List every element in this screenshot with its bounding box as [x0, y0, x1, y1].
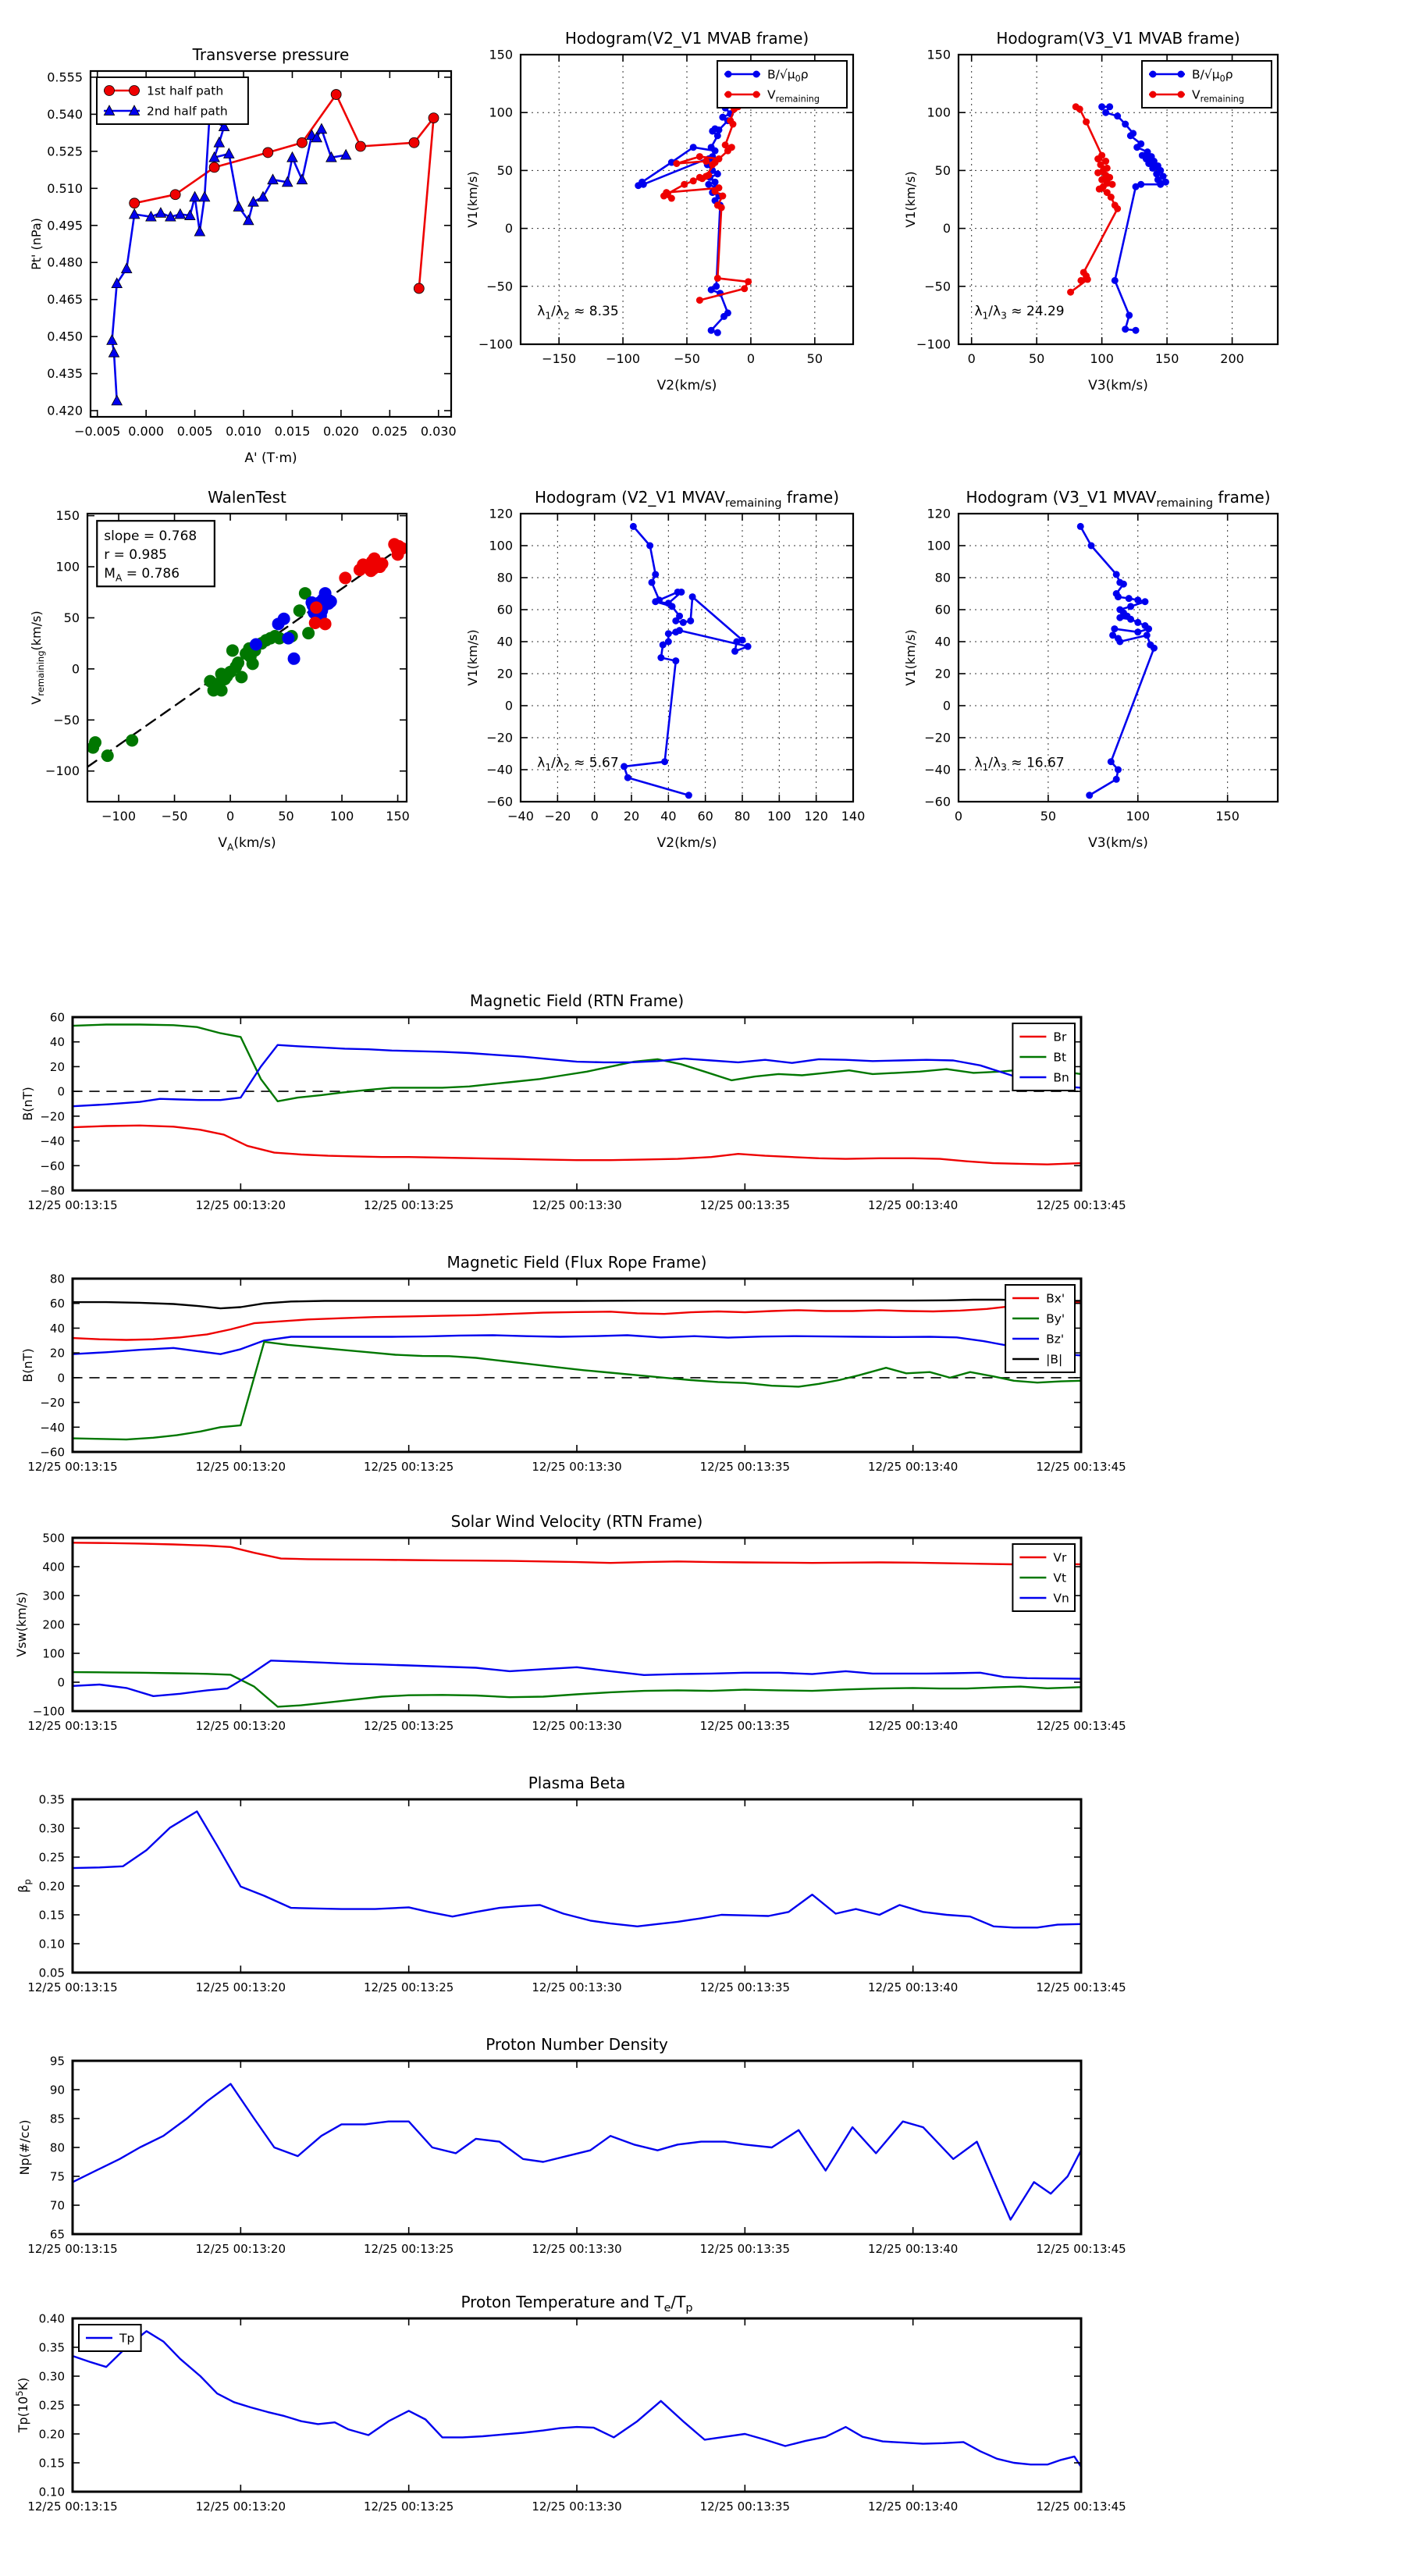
walen-annotation [97, 521, 215, 586]
panel-frf [20, 1253, 1126, 1474]
hod3-ytick: −50 [924, 279, 951, 294]
tp1-legend-label: 2nd half path [147, 104, 228, 119]
rtn-legend-label: Br [1053, 1030, 1067, 1044]
hod6-ytick: 80 [934, 570, 951, 585]
hod2-ylabel: V1(km/s) [465, 171, 480, 228]
tpt-xtick: 12/25 00:13:15 [27, 2500, 118, 2514]
beta-ytick: 0.25 [38, 1850, 65, 1865]
tp1-title: Transverse pressure [192, 45, 350, 64]
walen-xlabel: $V_A(km/s)$ [218, 835, 276, 853]
beta-xtick: 12/25 00:13:30 [532, 1980, 622, 1994]
hod5-xtick: 100 [767, 809, 791, 824]
beta-ytick: 0.15 [38, 1908, 65, 1923]
frf-ytick: −40 [40, 1420, 65, 1435]
frf-ytick: −20 [40, 1396, 65, 1411]
hod5-ytick: 100 [489, 538, 513, 553]
beta-xtick: 12/25 00:13:40 [867, 1980, 959, 1994]
vsw-xtick: 12/25 00:13:35 [699, 1719, 791, 1733]
frf-title: Magnetic Field (Flux Rope Frame) [446, 1253, 707, 1272]
hod2-annotation-line: $\lambda_1/\lambda_2 \approx 8.35$ [537, 303, 619, 322]
rtn-xtick: 12/25 00:13:45 [1036, 1198, 1126, 1212]
vsw-legend-label: Vt [1053, 1571, 1067, 1585]
beta-ylabel: $\beta_p$ [16, 1879, 34, 1893]
beta-ytick: 0.30 [38, 1821, 65, 1836]
hod3-annotation-line: $\lambda_1/\lambda_3 \approx 24.29$ [974, 303, 1065, 322]
hod5-ytick: 0 [504, 698, 513, 713]
hod6-xtick: 150 [1215, 809, 1240, 824]
panel-hod5 [465, 488, 865, 851]
rtn-xtick: 12/25 00:13:25 [363, 1198, 454, 1212]
tp1-xtick: −0.005 [74, 424, 121, 439]
frf-legend-label: Bz' [1046, 1332, 1065, 1347]
rtn-ylabel: B(nT) [20, 1087, 35, 1121]
np-ytick: 75 [49, 2169, 65, 2184]
vsw-ytick: −100 [32, 1704, 65, 1719]
panel-tpt [14, 2293, 1126, 2514]
vsw-ytick: 400 [42, 1560, 65, 1574]
vsw-ylabel: Vsw(km/s) [14, 1592, 29, 1657]
hod3-ylabel: V1(km/s) [903, 171, 918, 228]
hod2-xtick: −150 [542, 351, 577, 366]
hod3-ytick: 100 [927, 105, 951, 120]
rtn-xtick: 12/25 00:13:20 [195, 1198, 286, 1212]
tpt-ytick: 0.25 [38, 2398, 65, 2413]
hod6-ytick: −20 [924, 730, 951, 745]
frf-legend-label: By' [1046, 1311, 1065, 1326]
hod3-title: Hodogram(V3_V1 MVAB frame) [996, 29, 1240, 48]
np-xtick: 12/25 00:13:15 [27, 2242, 118, 2256]
vsw-xtick: 12/25 00:13:20 [195, 1719, 286, 1733]
frf-ytick: −60 [40, 1445, 65, 1460]
hod6-ytick: −60 [924, 794, 951, 809]
walen-xtick: 100 [329, 809, 354, 824]
hod2-ytick: 0 [504, 221, 513, 237]
hod6-ytick: −40 [924, 762, 951, 777]
vsw-ytick: 200 [42, 1617, 65, 1632]
hod2-xtick: 0 [746, 351, 756, 366]
hod6-xtick: 50 [1040, 809, 1057, 824]
frf-legend-label: Bx' [1046, 1291, 1065, 1306]
rtn-legend-label: Bn [1053, 1070, 1069, 1085]
tpt-xtick: 12/25 00:13:40 [867, 2500, 959, 2514]
walen-xtick: 50 [278, 809, 294, 824]
walen-ytick: −100 [45, 763, 80, 779]
tp1-ytick: 0.495 [47, 218, 83, 233]
hod5-xtick: 80 [734, 809, 751, 824]
tp1-xlabel: A' (T·m) [244, 450, 297, 466]
np-ytick: 95 [49, 2054, 65, 2069]
panel-hod6 [903, 488, 1278, 851]
hod6-ytick: 60 [934, 602, 951, 617]
frf-ytick: 40 [49, 1321, 65, 1336]
hod3-xtick: 0 [967, 351, 976, 366]
hod2-ytick: 100 [489, 105, 513, 120]
vsw-ytick: 0 [57, 1675, 65, 1690]
tpt-ytick: 0.35 [38, 2340, 65, 2355]
vsw-title: Solar Wind Velocity (RTN Frame) [450, 1512, 703, 1531]
frf-ytick: 20 [49, 1346, 65, 1361]
rtn-ytick: −40 [40, 1134, 65, 1149]
frf-legend-label: |B| [1046, 1352, 1063, 1367]
hod2-xtick: −100 [606, 351, 641, 366]
hod5-ytick: −60 [486, 794, 513, 809]
tp1-ylabel: Pt' (nPa) [29, 218, 44, 270]
vsw-xtick: 12/25 00:13:15 [27, 1719, 118, 1733]
tp1-xtick: 0.000 [128, 424, 165, 439]
rtn-xtick: 12/25 00:13:40 [867, 1198, 959, 1212]
hod5-xtick: 120 [804, 809, 828, 824]
hod5-ytick: 20 [496, 666, 513, 681]
rtn-xtick: 12/25 00:13:15 [27, 1198, 118, 1212]
panel-np [17, 2035, 1126, 2256]
frf-xtick: 12/25 00:13:45 [1036, 1460, 1126, 1474]
rtn-ytick: −80 [40, 1183, 65, 1198]
hod6-annotation-line: $\lambda_1/\lambda_3 \approx 16.67$ [974, 755, 1065, 774]
panel-walen [29, 488, 410, 852]
rtn-legend-label: Bt [1053, 1050, 1067, 1065]
walen-annotation-line: r = 0.985 [104, 547, 167, 564]
panel-vsw [14, 1512, 1126, 1733]
hod5-ytick: 40 [496, 634, 513, 649]
tp1-ytick: 0.420 [47, 403, 83, 418]
tpt-legend-label: Tp [119, 2331, 135, 2346]
walen-ytick: 50 [63, 610, 80, 625]
vsw-legend-label: Vr [1053, 1550, 1067, 1565]
hod5-ytick: 60 [496, 602, 513, 617]
rtn-ytick: −60 [40, 1158, 65, 1173]
np-ytick: 80 [49, 2140, 65, 2155]
hod3-xtick: 100 [1090, 351, 1114, 366]
walen-ytick: 0 [71, 661, 80, 677]
frf-ylabel: B(nT) [20, 1348, 35, 1382]
panel-hod2 [465, 29, 853, 393]
hod5-ytick: 80 [496, 570, 513, 585]
frf-xtick: 12/25 00:13:35 [699, 1460, 791, 1474]
tp1-ytick: 0.555 [47, 69, 83, 85]
hod3-ytick: −100 [916, 336, 951, 352]
frf-ytick: 0 [57, 1371, 65, 1386]
np-xtick: 12/25 00:13:20 [195, 2242, 286, 2256]
tp1-ytick: 0.465 [47, 292, 83, 308]
tp1-legend [97, 77, 248, 124]
hod3-legend-label: $B/√\mu_0\rho$ [1192, 67, 1233, 84]
vsw-legend-label: Vn [1053, 1591, 1069, 1606]
vsw-ytick: 300 [42, 1589, 65, 1603]
tpt-legend [79, 2325, 141, 2351]
np-xtick: 12/25 00:13:45 [1036, 2242, 1126, 2256]
hod6-ytick: 100 [927, 538, 951, 553]
walen-xtick: −100 [101, 809, 137, 824]
hod6-ytick: 40 [934, 634, 951, 649]
hod3-annotation [974, 304, 1064, 321]
walen-ylabel: $V_{remaining}(km/s)$ [29, 610, 47, 705]
hod2-xtick: −50 [674, 351, 700, 366]
hod2-ytick: −100 [478, 336, 513, 352]
hod5-xtick: −40 [507, 809, 534, 824]
frf-legend [1005, 1285, 1075, 1372]
tp1-ytick: 0.450 [47, 329, 83, 344]
hod6-xlabel: V3(km/s) [1088, 835, 1148, 851]
hod6-xtick: 0 [954, 809, 963, 824]
walen-title: WalenTest [208, 488, 286, 507]
tp1-xtick: 0.020 [322, 424, 359, 439]
walen-ytick: 150 [55, 508, 80, 524]
hod2-legend-label: $B/√\mu_0\rho$ [767, 67, 809, 84]
rtn-ytick: 40 [49, 1035, 65, 1050]
hod5-xlabel: V2(km/s) [656, 835, 717, 851]
panel-rtn [20, 991, 1126, 1212]
rtn-ytick: 0 [57, 1084, 65, 1099]
hod5-ylabel: V1(km/s) [465, 629, 480, 686]
np-xtick: 12/25 00:13:40 [867, 2242, 959, 2256]
rtn-xtick: 12/25 00:13:35 [699, 1198, 791, 1212]
tp1-xtick: 0.005 [176, 424, 213, 439]
beta-ytick: 0.10 [38, 1937, 65, 1952]
tpt-ytick: 0.30 [38, 2369, 65, 2384]
tp1-ytick: 0.435 [47, 366, 83, 382]
beta-xtick: 12/25 00:13:20 [195, 1980, 286, 1994]
tpt-xtick: 12/25 00:13:35 [699, 2500, 791, 2514]
frf-ytick: 80 [49, 1272, 65, 1286]
rtn-legend [1012, 1023, 1075, 1091]
hod3-ytick: 0 [942, 221, 951, 237]
rtn-title: Magnetic Field (RTN Frame) [469, 991, 685, 1010]
beta-xtick: 12/25 00:13:25 [363, 1980, 454, 1994]
hod2-xtick: 50 [806, 351, 823, 366]
hod6-annotation [974, 756, 1064, 773]
vsw-ytick: 500 [42, 1531, 65, 1546]
hod6-ytick: 120 [927, 506, 951, 521]
tpt-ylabel: $Tp(10^5K)$ [13, 2377, 30, 2433]
vsw-legend [1012, 1544, 1075, 1611]
hod5-xtick: 20 [623, 809, 640, 824]
rtn-ytick: −20 [40, 1109, 65, 1124]
np-title: Proton Number Density [486, 2035, 668, 2054]
hod2-legend-label: $V_{remaining}$ [767, 87, 820, 105]
tpt-xtick: 12/25 00:13:30 [532, 2500, 622, 2514]
walen-ytick: −50 [53, 712, 80, 728]
frf-xtick: 12/25 00:13:30 [532, 1460, 622, 1474]
frf-xtick: 12/25 00:13:15 [27, 1460, 118, 1474]
hod2-ytick: −50 [486, 279, 513, 294]
hod5-xtick: 0 [590, 809, 599, 824]
walen-xtick: 0 [226, 809, 235, 824]
hod5-ytick: 120 [489, 506, 513, 521]
hod3-ytick: 150 [927, 47, 951, 62]
tpt-ytick: 0.20 [38, 2427, 65, 2442]
hod2-title: Hodogram(V2_V1 MVAB frame) [564, 29, 809, 48]
beta-ytick: 0.35 [38, 1792, 65, 1807]
frf-ytick: 60 [49, 1297, 65, 1311]
tp1-legend-label: 1st half path [147, 84, 224, 98]
tpt-xtick: 12/25 00:13:45 [1036, 2500, 1126, 2514]
rtn-xtick: 12/25 00:13:30 [532, 1198, 622, 1212]
hod3-legend [1142, 61, 1272, 108]
hod3-xtick: 200 [1220, 351, 1244, 366]
np-ytick: 65 [49, 2227, 65, 2242]
tp1-xtick: 0.025 [372, 424, 408, 439]
vsw-xtick: 12/25 00:13:25 [363, 1719, 454, 1733]
np-ytick: 90 [49, 2083, 65, 2097]
hod6-xtick: 100 [1126, 809, 1151, 824]
frf-xtick: 12/25 00:13:25 [363, 1460, 454, 1474]
walen-ytick: 100 [55, 559, 80, 575]
hod5-title: Hodogram (V2_V1 $MVAV_{remaining}$ frame) [534, 488, 840, 511]
hod5-xtick: 60 [697, 809, 713, 824]
rtn-ytick: 60 [49, 1010, 65, 1025]
tpt-ytick: 0.10 [38, 2485, 65, 2500]
tp1-xtick: 0.010 [226, 424, 261, 439]
hod5-ytick: −20 [486, 730, 513, 745]
frf-xtick: 12/25 00:13:40 [867, 1460, 959, 1474]
beta-xtick: 12/25 00:13:45 [1036, 1980, 1126, 1994]
hod6-ytick: 0 [942, 698, 951, 713]
beta-ytick: 0.20 [38, 1879, 65, 1894]
panel-tp1 [29, 45, 457, 466]
vsw-xtick: 12/25 00:13:45 [1036, 1719, 1126, 1733]
np-ytick: 70 [49, 2198, 65, 2213]
panel-hod3 [903, 29, 1278, 393]
beta-xtick: 12/25 00:13:15 [27, 1980, 118, 1994]
vsw-xtick: 12/25 00:13:40 [867, 1719, 959, 1733]
np-ylabel: Np(#/cc) [17, 2119, 32, 2176]
vsw-xtick: 12/25 00:13:30 [532, 1719, 622, 1733]
tp1-ytick: 0.510 [47, 180, 83, 196]
tpt-xtick: 12/25 00:13:20 [195, 2500, 286, 2514]
walen-annotation-line: $M_A = 0.786$ [104, 566, 180, 584]
beta-xtick: 12/25 00:13:35 [699, 1980, 791, 1994]
hod5-xtick: −20 [544, 809, 571, 824]
hod2-ytick: 150 [489, 47, 513, 62]
hod3-xlabel: V3(km/s) [1088, 378, 1148, 393]
hod2-legend [717, 61, 847, 108]
hod3-xtick: 50 [1028, 351, 1045, 366]
tpt-title: Proton Temperature and $T_e/T_p$ [461, 2293, 693, 2315]
walen-xtick: −50 [161, 809, 188, 824]
tp1-ytick: 0.540 [47, 106, 83, 122]
hod3-legend-label: $V_{remaining}$ [1192, 87, 1244, 105]
np-ytick: 85 [49, 2112, 65, 2126]
hod6-ytick: 20 [934, 666, 951, 681]
tp1-xtick: 0.030 [420, 424, 457, 439]
hod5-xtick: 140 [841, 809, 866, 824]
hod6-ylabel: V1(km/s) [903, 629, 918, 686]
np-xtick: 12/25 00:13:25 [363, 2242, 454, 2256]
tpt-ytick: 0.40 [38, 2311, 65, 2326]
beta-ytick: 0.05 [38, 1966, 65, 1980]
rtn-ytick: 20 [49, 1059, 65, 1074]
walen-xtick: 150 [386, 809, 410, 824]
tp1-ytick: 0.525 [47, 144, 83, 159]
hod6-title: Hodogram (V3_V1 $MVAV_{remaining}$ frame) [966, 488, 1271, 511]
tpt-ytick: 0.15 [38, 2456, 65, 2471]
hod5-ytick: −40 [486, 762, 513, 777]
np-xtick: 12/25 00:13:30 [532, 2242, 622, 2256]
panel-beta [16, 1774, 1126, 1994]
hod2-xlabel: V2(km/s) [656, 378, 717, 393]
np-xtick: 12/25 00:13:35 [699, 2242, 791, 2256]
tpt-xtick: 12/25 00:13:25 [363, 2500, 454, 2514]
vsw-ytick: 100 [42, 1646, 65, 1661]
hod3-xtick: 150 [1154, 351, 1179, 366]
hod5-xtick: 40 [660, 809, 677, 824]
hod2-ytick: 50 [496, 162, 513, 178]
hod3-ytick: 50 [934, 162, 951, 178]
walen-annotation-line: slope = 0.768 [104, 528, 197, 545]
hod5-annotation-line: $\lambda_1/\lambda_2 \approx 5.67$ [537, 755, 619, 774]
beta-title: Plasma Beta [528, 1774, 626, 1792]
frf-xtick: 12/25 00:13:20 [195, 1460, 286, 1474]
tp1-ytick: 0.480 [47, 254, 83, 270]
tp1-xtick: 0.015 [274, 424, 311, 439]
